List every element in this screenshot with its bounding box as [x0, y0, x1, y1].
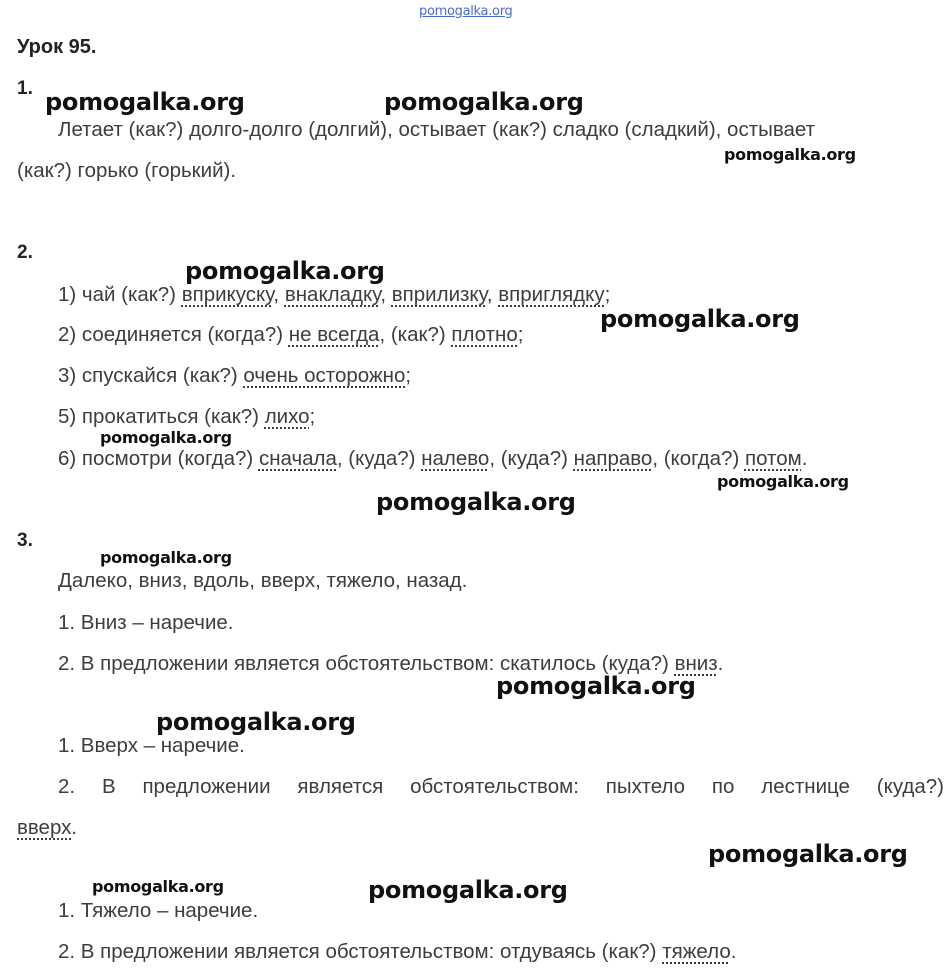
item-prefix: 3) спускайся (как?) [58, 364, 244, 387]
task3-c2 [58, 940, 736, 964]
underlined-word: потом [744, 447, 802, 470]
task1-line1: Летает (как?) долго-долго (долгий), остывает (как?) сладко (сладкий), остывает [58, 118, 815, 141]
separator: , [486, 283, 499, 306]
underlined-word: налево [421, 447, 490, 470]
separator: , (куда?) [489, 447, 574, 470]
watermark: pomogalka.org [156, 708, 356, 736]
item-end: ; [604, 283, 611, 306]
underlined-word: лихо [264, 405, 310, 428]
item-end: . [730, 940, 737, 963]
underlined-word: внакладку [284, 283, 381, 306]
separator: , [380, 283, 392, 306]
separator: , (куда?) [336, 447, 422, 470]
underlined-word: сначала [258, 447, 337, 470]
watermark: pomogalka.org [368, 876, 568, 904]
underlined-word: плотно [451, 323, 518, 346]
task2-item5 [58, 405, 315, 429]
item-end: . [717, 652, 724, 675]
underlined-word: очень осторожно [243, 364, 406, 387]
task3-words: Далеко, вниз, вдоль, вверх, тяжело, назад. [58, 569, 468, 592]
item-prefix: 6) посмотри (когда?) [58, 447, 259, 470]
item-prefix: 5) прокатиться (как?) [58, 405, 265, 428]
separator: , (как?) [379, 323, 452, 346]
task1-number: 1. [17, 78, 33, 99]
item-prefix: 2) соединяется (когда?) [58, 323, 289, 346]
separator: , (когда?) [652, 447, 745, 470]
watermark: pomogalka.org [185, 257, 385, 285]
watermark: pomogalka.org [600, 305, 800, 333]
item-prefix: 1) чай (как?) [58, 283, 182, 306]
task3-b2-line2 [17, 816, 77, 840]
task3-a1: 1. Вниз – наречие. [58, 611, 234, 634]
underlined-word: вверх [17, 816, 72, 839]
underlined-word: вприкуску [181, 283, 274, 306]
underlined-word: направо [573, 447, 653, 470]
separator: , [273, 283, 285, 306]
task2-item2 [58, 323, 523, 347]
item-end: . [71, 816, 78, 839]
lesson-title: Урок 95. [17, 36, 97, 58]
task2-number: 2. [17, 242, 33, 263]
task2-item1 [58, 283, 610, 307]
item-end: ; [405, 364, 412, 387]
watermark-top: pomogalka.org [419, 4, 513, 19]
watermark: pomogalka.org [496, 672, 696, 700]
underlined-word: тяжело [662, 940, 731, 963]
watermark: pomogalka.org [376, 488, 576, 516]
underlined-word: не всегда [288, 323, 380, 346]
item-prefix: 2. В предложении является обстоятельством: скатилось (куда?) [58, 652, 675, 675]
item-prefix: 2. В предложении является обстоятельством: отдуваясь (как?) [58, 940, 663, 963]
watermark: pomogalka.org [717, 472, 849, 491]
task2-item6 [58, 447, 807, 471]
underlined-word: вприлизку [391, 283, 487, 306]
watermark: pomogalka.org [92, 877, 224, 896]
watermark: pomogalka.org [384, 88, 584, 116]
watermark: pomogalka.org [100, 428, 232, 447]
watermark: pomogalka.org [724, 145, 856, 164]
item-end: ; [517, 323, 524, 346]
task3-b1: 1. Вверх – наречие. [58, 734, 245, 757]
watermark: pomogalka.org [100, 548, 232, 567]
task3-b2-line1: 2. В предложении является обстоятельством: пыхтело по лестнице (куда?) [58, 775, 944, 798]
watermark: pomogalka.org [45, 88, 245, 116]
task2-item3 [58, 364, 411, 388]
task3-c1: 1. Тяжело – наречие. [58, 899, 259, 922]
task3-number: 3. [17, 530, 33, 551]
item-end: ; [309, 405, 316, 428]
task1-line2: (как?) горько (горький). [17, 159, 237, 182]
underlined-word: вприглядку [498, 283, 605, 306]
watermark: pomogalka.org [708, 840, 908, 868]
underlined-word: вниз [674, 652, 718, 675]
item-end: . [801, 447, 808, 470]
